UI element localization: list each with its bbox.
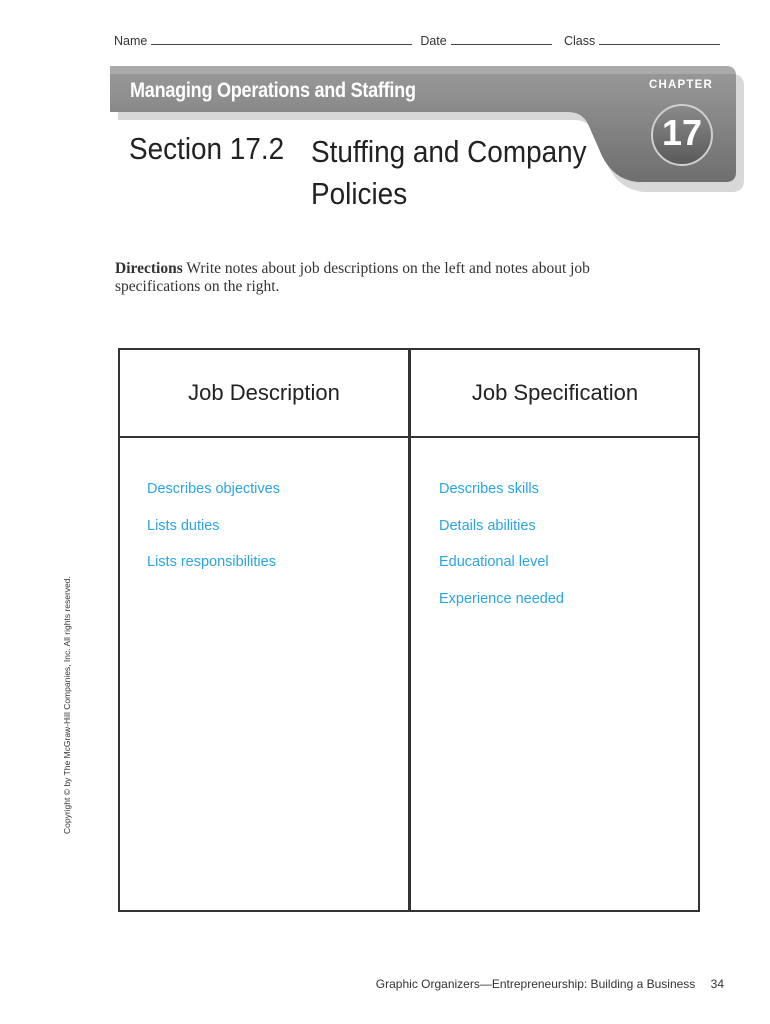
job-specification-notes[interactable] [439, 480, 564, 627]
class-label: Class [563, 34, 596, 48]
note-item: Experience needed [439, 591, 564, 608]
date-label: Date [420, 34, 447, 48]
page-number: 34 [710, 977, 724, 991]
footer-text: Graphic Organizers—Entrepreneurship: Building a Business [375, 977, 696, 991]
directions [115, 260, 675, 296]
section-number: Section 17.2 [129, 131, 285, 166]
directions-label: Directions [115, 260, 183, 277]
unit-title: Managing Operations and Staffing [130, 79, 416, 102]
job-specification-heading: Job Specification [471, 380, 639, 405]
job-description-heading: Job Description [188, 380, 340, 405]
chapter-label: CHAPTER [649, 79, 713, 91]
header-divider [120, 436, 698, 438]
note-item: Describes objectives [147, 481, 280, 497]
note-item: Details abilities [439, 517, 536, 534]
name-label: Name [114, 34, 148, 48]
section-title: Stuffing and Company Policies [311, 134, 587, 211]
chapter-number: 17 [661, 112, 703, 153]
note-item: Educational level [439, 554, 549, 571]
job-description-notes[interactable] [147, 480, 280, 590]
column-divider [408, 350, 411, 910]
page-footer [376, 977, 724, 991]
note-item: Lists duties [147, 517, 220, 534]
copyright-notice: Copyright © by The McGraw-Hill Companies, Inc. All rights reserved. [62, 576, 72, 834]
note-item: Lists responsibilities [147, 554, 276, 571]
directions-text: Write notes about job descriptions on the left and notes about job specifications on the right. [115, 260, 590, 295]
graphic-organizer-table [118, 348, 700, 912]
note-item: Describes skills [439, 481, 539, 497]
